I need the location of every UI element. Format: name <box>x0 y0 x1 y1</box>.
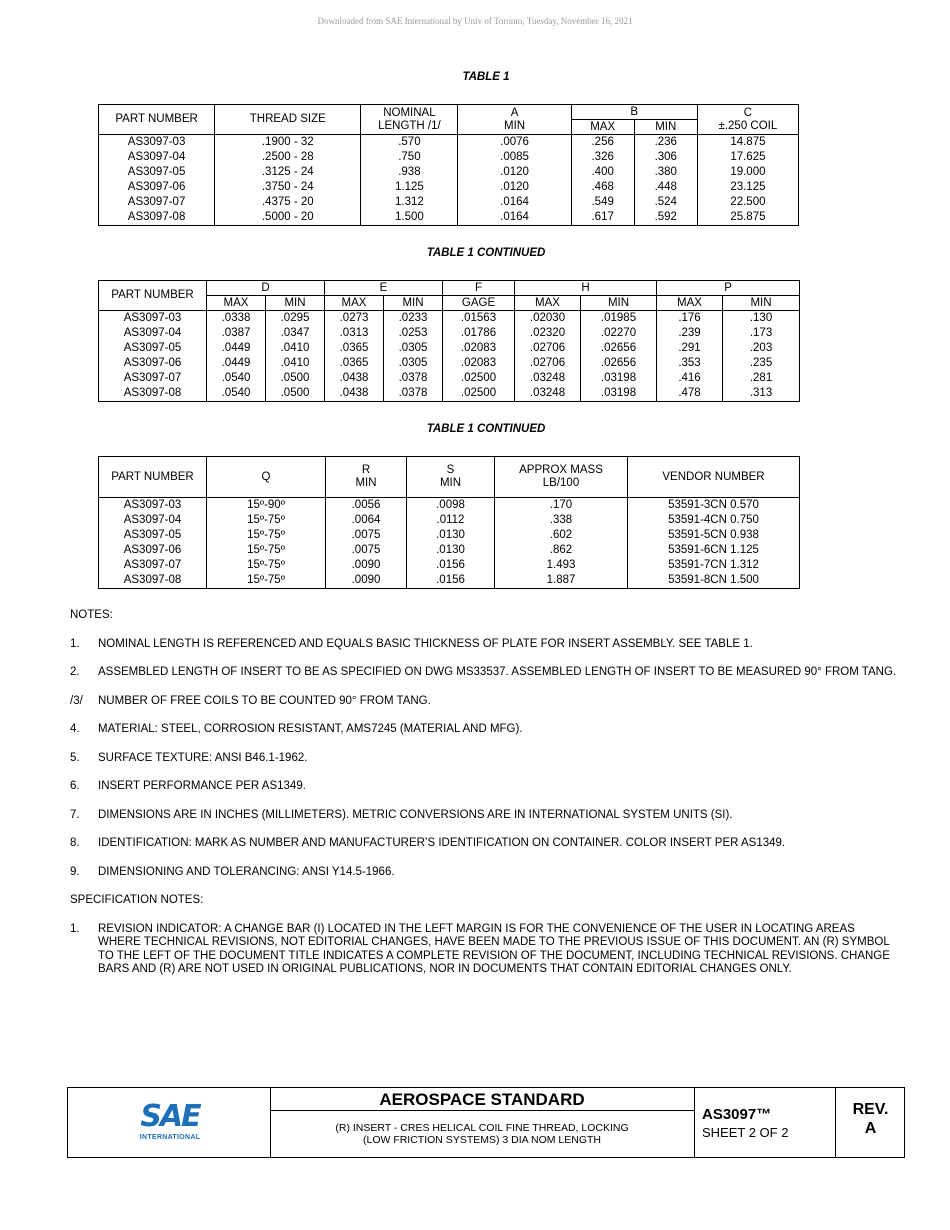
table-cell: .03248 <box>515 371 581 386</box>
table3 <box>98 456 800 589</box>
table-cell: .338 <box>495 513 628 528</box>
table-cell: .02030 <box>515 311 581 327</box>
table-cell: .0064 <box>326 513 407 528</box>
col-header-c: C ±.250 COIL <box>697 105 798 135</box>
notes-section <box>70 609 900 977</box>
note-item <box>70 638 900 652</box>
table-row <box>99 528 800 543</box>
table-cell: 15º-75º <box>207 513 326 528</box>
table-cell: .0387 <box>207 326 266 341</box>
title-block <box>67 1087 905 1158</box>
table-cell: .326 <box>571 150 634 165</box>
note-text: MATERIAL: STEEL, CORROSION RESISTANT, AMS7245 (MATERIAL AND MFG). <box>98 723 523 735</box>
table-cell: .2500 - 28 <box>215 150 361 165</box>
note-text: DIMENSIONING AND TOLERANCING: ANSI Y14.5-1966. <box>98 865 395 878</box>
note-number: 4. <box>70 723 80 735</box>
note-text: INSERT PERFORMANCE PER AS1349. <box>98 780 306 792</box>
table-cell: AS3097-07 <box>99 195 215 210</box>
revision-cell <box>835 1088 906 1157</box>
col-header-p-min: MIN <box>723 296 800 311</box>
note-text: NOMINAL LENGTH IS REFERENCED AND EQUALS BASIC THICKNESS OF PLATE FOR INSERT ASSEMBLY. SEE TABLE 1. <box>98 637 753 650</box>
table-cell: .02706 <box>515 356 581 371</box>
revision-value: A <box>864 1120 877 1137</box>
table-row <box>99 386 800 402</box>
sheet-number: SHEET 2 OF 2 <box>702 1125 789 1140</box>
col-header-b-max: MAX <box>571 120 634 135</box>
table-cell: 22.500 <box>697 195 798 210</box>
table-cell: AS3097-08 <box>99 573 207 589</box>
table-row <box>99 150 799 165</box>
table-cell: .239 <box>657 326 723 341</box>
table-cell: .3125 - 24 <box>215 165 361 180</box>
col-header-p-max: MAX <box>657 296 723 311</box>
notes-list <box>70 638 900 880</box>
col-header-s: S MIN <box>407 457 495 498</box>
col-header-thread-size: THREAD SIZE <box>215 105 361 135</box>
table-cell: .0449 <box>207 356 266 371</box>
table-cell: 25.875 <box>697 210 798 226</box>
table-cell: .02083 <box>443 356 515 371</box>
spec-notes-list <box>70 923 900 977</box>
table-cell: .0085 <box>458 150 571 165</box>
table-cell: .0075 <box>326 528 407 543</box>
table-cell: .549 <box>571 195 634 210</box>
note-item <box>70 809 900 823</box>
table-cell: .0438 <box>325 371 384 386</box>
table-cell: .0540 <box>207 371 266 386</box>
table-cell: 53591-4CN 0.750 <box>628 513 800 528</box>
col-header-b-min: MIN <box>634 120 697 135</box>
col-header-d-min: MIN <box>266 296 325 311</box>
note-number: 1. <box>70 922 80 935</box>
table-cell: AS3097-04 <box>99 326 207 341</box>
note-number: 7. <box>70 808 80 821</box>
table-row <box>99 498 800 514</box>
table-cell: AS3097-03 <box>99 498 207 514</box>
standard-subtitle: (R) INSERT - CRES HELICAL COIL FINE THREAD, LOCKING (LOW FRICTION SYSTEMS) 3 DIA NOM LENGTH <box>335 1122 629 1146</box>
note-text: NUMBER OF FREE COILS TO BE COUNTED 90° FROM TANG. <box>98 694 431 707</box>
table-cell: .0338 <box>207 311 266 327</box>
table-cell: .478 <box>657 386 723 402</box>
table-cell: .170 <box>495 498 628 514</box>
col-header-e-max: MAX <box>325 296 384 311</box>
note-item <box>70 695 900 709</box>
table-cell: AS3097-03 <box>99 135 215 151</box>
table-cell: 1.312 <box>361 195 458 210</box>
table-cell: AS3097-03 <box>99 311 207 327</box>
table-cell: .0365 <box>325 356 384 371</box>
table-cell: .03248 <box>515 386 581 402</box>
table-cell: .291 <box>657 341 723 356</box>
table-cell: 1.887 <box>495 573 628 589</box>
table-cell: .0156 <box>407 573 495 589</box>
col-header-p: P <box>657 281 800 296</box>
table-cell: .400 <box>571 165 634 180</box>
note-number: /3/ <box>70 694 83 707</box>
col-header-h: H <box>515 281 657 296</box>
table-cell: .0305 <box>384 341 443 356</box>
table-cell: .862 <box>495 543 628 558</box>
spec-notes-heading: SPECIFICATION NOTES: <box>70 894 204 906</box>
table-cell: AS3097-07 <box>99 371 207 386</box>
col-header-b: B <box>571 105 697 120</box>
notes-heading: NOTES: <box>70 609 113 621</box>
table-cell: 53591-7CN 1.312 <box>628 558 800 573</box>
note-item <box>70 780 900 794</box>
table-cell: 1.493 <box>495 558 628 573</box>
col-header-approx-mass: APPROX MASS LB/100 <box>495 457 628 498</box>
table-cell: .0378 <box>384 371 443 386</box>
col-header-f-gage: GAGE <box>443 296 515 311</box>
table-cell: 1.500 <box>361 210 458 226</box>
table-cell: .0098 <box>407 498 495 514</box>
table-cell: .0438 <box>325 386 384 402</box>
table-row <box>99 573 800 589</box>
table1 <box>98 104 799 226</box>
table-cell: .0410 <box>266 341 325 356</box>
table-row <box>99 326 800 341</box>
table-cell: .173 <box>723 326 800 341</box>
table-cell: .03198 <box>581 371 657 386</box>
table-cell: .0273 <box>325 311 384 327</box>
table-cell: .0164 <box>458 195 571 210</box>
table-row <box>99 165 799 180</box>
table-cell: .0378 <box>384 386 443 402</box>
download-watermark: Downloaded from SAE International by Univ of Toronto, Tuesday, November 16, 2021 <box>317 16 633 26</box>
table-cell: 15º-75º <box>207 543 326 558</box>
table-cell: .01985 <box>581 311 657 327</box>
note-number: 8. <box>70 837 80 849</box>
col-header-d-max: MAX <box>207 296 266 311</box>
table-cell: AS3097-06 <box>99 543 207 558</box>
table-cell: .130 <box>723 311 800 327</box>
table2 <box>98 280 800 402</box>
table-cell: 15º-90º <box>207 498 326 514</box>
col-header-e: E <box>325 281 443 296</box>
table-cell: .203 <box>723 341 800 356</box>
table-row <box>99 341 800 356</box>
table-cell: .02656 <box>581 341 657 356</box>
table-cell: .602 <box>495 528 628 543</box>
col-header-q: Q <box>207 457 326 498</box>
table-cell: 15º-75º <box>207 528 326 543</box>
standard-title: AEROSPACE STANDARD <box>270 1088 694 1111</box>
table2-title: TABLE 1 CONTINUED <box>426 247 546 259</box>
note-item <box>70 923 900 977</box>
table-row <box>99 180 799 195</box>
document-number: AS3097™ <box>702 1106 772 1123</box>
table-cell: .570 <box>361 135 458 151</box>
table-cell: 1.125 <box>361 180 458 195</box>
table-cell: AS3097-05 <box>99 341 207 356</box>
table-cell: .313 <box>723 386 800 402</box>
table-cell: AS3097-05 <box>99 165 215 180</box>
table-row <box>99 543 800 558</box>
note-text: SURFACE TEXTURE: ANSI B46.1-1962. <box>98 751 308 764</box>
table-cell: .0295 <box>266 311 325 327</box>
table-row <box>99 135 799 151</box>
note-text: REVISION INDICATOR: A CHANGE BAR (I) LOCATED IN THE LEFT MARGIN IS FOR THE CONVENIENCE OF THE USER IN LOCATING AREAS WHERE TECHNICAL REVISIONS, NOT EDITORIAL CHANGES, HAVE BEEN MADE TO THE PREVIOUS ISSUE OF THIS DOCUMENT. AN (R) SYMBOL TO THE LEFT OF THE DOCUMENT TITLE INDICATES A COMPLETE REVISION OF THE DOCUMENT, INCLUDING TECHNICAL REVISIONS. CHANGE BARS AND (R) ARE NOT USED IN ORIGINAL PUBLICATIONS, NOR IN DOCUMENTS THAT CONTAIN EDITORIAL CHANGES ONLY. <box>98 922 890 975</box>
table-cell: 53591-6CN 1.125 <box>628 543 800 558</box>
note-text: ASSEMBLED LENGTH OF INSERT TO BE AS SPECIFIED ON DWG MS33537. ASSEMBLED LENGTH OF INSERT TO BE MEASURED 90° FROM TANG. <box>98 666 897 678</box>
table-cell: .02320 <box>515 326 581 341</box>
table-cell: 15º-75º <box>207 573 326 589</box>
table-cell: .02706 <box>515 341 581 356</box>
table-cell: 23.125 <box>697 180 798 195</box>
table-row <box>99 558 800 573</box>
table-cell: .0410 <box>266 356 325 371</box>
table-cell: .524 <box>634 195 697 210</box>
col-header-part-number: PART NUMBER <box>99 457 207 498</box>
sae-logo <box>138 1101 202 1149</box>
col-header-a: A MIN <box>458 105 571 135</box>
table-row <box>99 311 800 327</box>
note-number: 5. <box>70 751 80 764</box>
table-cell: .5000 - 20 <box>215 210 361 226</box>
note-item <box>70 723 900 737</box>
table3-title: TABLE 1 CONTINUED <box>426 423 546 435</box>
table-cell: 14.875 <box>697 135 798 151</box>
table-cell: .750 <box>361 150 458 165</box>
col-header-f: F <box>443 281 515 296</box>
col-header-r: R MIN <box>326 457 407 498</box>
note-item <box>70 866 900 880</box>
col-header-part-number: PART NUMBER <box>99 281 207 311</box>
table-cell: .0076 <box>458 135 571 151</box>
table-cell: .0056 <box>326 498 407 514</box>
table-cell: .0233 <box>384 311 443 327</box>
table-row <box>99 371 800 386</box>
title-cell <box>270 1088 695 1157</box>
table-cell: .0365 <box>325 341 384 356</box>
table-cell: .0130 <box>407 543 495 558</box>
table-cell: .02083 <box>443 341 515 356</box>
table-cell: .02656 <box>581 356 657 371</box>
note-number: 1. <box>70 637 80 650</box>
table-cell: .938 <box>361 165 458 180</box>
col-header-d: D <box>207 281 325 296</box>
table-cell: 53591-3CN 0.570 <box>628 498 800 514</box>
table-cell: .380 <box>634 165 697 180</box>
note-item <box>70 752 900 766</box>
table-cell: .0090 <box>326 573 407 589</box>
logo-cell <box>68 1088 271 1157</box>
table-cell: .0090 <box>326 558 407 573</box>
table-row <box>99 356 800 371</box>
note-item <box>70 666 900 680</box>
table-cell: .1900 - 32 <box>215 135 361 151</box>
table-cell: .0156 <box>407 558 495 573</box>
table-cell: .0112 <box>407 513 495 528</box>
note-text: DIMENSIONS ARE IN INCHES (MILLIMETERS). METRIC CONVERSIONS ARE IN INTERNATIONAL SYSTEM UNITS (SI). <box>98 808 733 821</box>
table-cell: .01786 <box>443 326 515 341</box>
table-cell: 53591-5CN 0.938 <box>628 528 800 543</box>
table-cell: 19.000 <box>697 165 798 180</box>
col-header-h-max: MAX <box>515 296 581 311</box>
table-cell: AS3097-08 <box>99 210 215 226</box>
table-cell: .0075 <box>326 543 407 558</box>
table-row <box>99 513 800 528</box>
table-cell: AS3097-06 <box>99 180 215 195</box>
table-cell: .0500 <box>266 386 325 402</box>
note-number: 9. <box>70 865 80 878</box>
col-header-e-min: MIN <box>384 296 443 311</box>
table-cell: AS3097-06 <box>99 356 207 371</box>
table-cell: .281 <box>723 371 800 386</box>
table-cell: .0305 <box>384 356 443 371</box>
table-cell: AS3097-04 <box>99 513 207 528</box>
table-cell: 53591-8CN 1.500 <box>628 573 800 589</box>
table-cell: .235 <box>723 356 800 371</box>
sae-logo-letters: SAE <box>140 1099 200 1134</box>
table-cell: AS3097-08 <box>99 386 207 402</box>
note-item <box>70 837 900 851</box>
table-cell: .02500 <box>443 371 515 386</box>
table-row <box>99 210 799 226</box>
col-header-vendor-number: VENDOR NUMBER <box>628 457 800 498</box>
table-cell: .0449 <box>207 341 266 356</box>
table-cell: .0120 <box>458 180 571 195</box>
table-cell: .0164 <box>458 210 571 226</box>
table-cell: .0130 <box>407 528 495 543</box>
note-number: 2. <box>70 666 80 678</box>
table-cell: AS3097-04 <box>99 150 215 165</box>
table-cell: .468 <box>571 180 634 195</box>
table-cell: .617 <box>571 210 634 226</box>
table-cell: .236 <box>634 135 697 151</box>
col-header-h-min: MIN <box>581 296 657 311</box>
table-cell: .256 <box>571 135 634 151</box>
table-cell: .3750 - 24 <box>215 180 361 195</box>
table-cell: .02270 <box>581 326 657 341</box>
table-cell: .306 <box>634 150 697 165</box>
table-cell: .0347 <box>266 326 325 341</box>
table-cell: .416 <box>657 371 723 386</box>
table-cell: .03198 <box>581 386 657 402</box>
table-cell: .02500 <box>443 386 515 402</box>
table-cell: .0500 <box>266 371 325 386</box>
table-cell: .353 <box>657 356 723 371</box>
table-cell: .4375 - 20 <box>215 195 361 210</box>
table-cell: 17.625 <box>697 150 798 165</box>
note-number: 6. <box>70 780 80 792</box>
table-cell: 15º-75º <box>207 558 326 573</box>
document-cell <box>694 1088 836 1157</box>
note-text: IDENTIFICATION: MARK AS NUMBER AND MANUFACTURER’S IDENTIFICATION ON CONTAINER. COLOR INSERT PER AS1349. <box>98 837 786 849</box>
table-cell: .0253 <box>384 326 443 341</box>
table-cell: .01563 <box>443 311 515 327</box>
revision-label: REV. <box>852 1101 889 1118</box>
col-header-part-number: PART NUMBER <box>99 105 215 135</box>
table-cell: .0120 <box>458 165 571 180</box>
table-cell: AS3097-07 <box>99 558 207 573</box>
col-header-nominal-length: NOMINAL LENGTH /1/ <box>361 105 458 135</box>
table-cell: .448 <box>634 180 697 195</box>
table-cell: .0313 <box>325 326 384 341</box>
table-cell: AS3097-05 <box>99 528 207 543</box>
table-row <box>99 195 799 210</box>
table-cell: .176 <box>657 311 723 327</box>
table-cell: .0540 <box>207 386 266 402</box>
table1-title: TABLE 1 <box>462 71 510 83</box>
table-cell: .592 <box>634 210 697 226</box>
sae-logo-subtext: INTERNATIONAL <box>139 1134 201 1141</box>
